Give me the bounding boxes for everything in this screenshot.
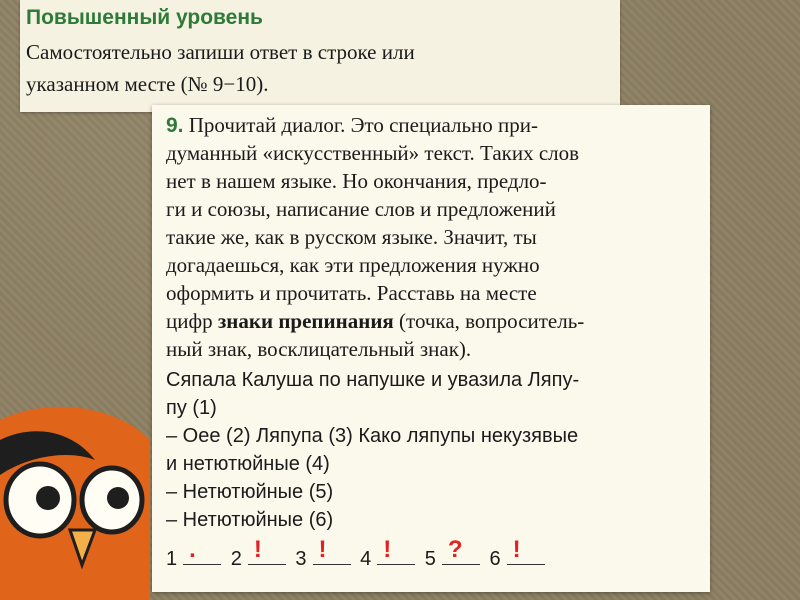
dialog-line-3: – Оее (2) Ляпупа (3) Како ляпупы некузявые [166, 425, 579, 447]
task-line-8-post: (точка, вопроситель- [393, 309, 585, 333]
task-line-1 [166, 113, 538, 138]
task-line-5: такие же, как в русском языке. Значит, ты [166, 225, 537, 249]
answer-mark: ! [318, 536, 327, 563]
answer-mark: ! [253, 536, 262, 563]
dialog-line-6: – Нетютюйные (6) [166, 509, 334, 531]
answer-row [166, 536, 549, 571]
task-line-9: ный знак, восклицательный знак). [166, 337, 472, 361]
task-line-2: думанный «искусственный» текст. Таких слов [166, 141, 580, 165]
answer-5 [424, 536, 484, 570]
dialog-line-4: и нетютюйные (4) [166, 453, 330, 475]
answer-slot[interactable] [313, 536, 351, 565]
answer-slot[interactable] [248, 536, 286, 565]
dialog-line-5: – Нетютюйные (5) [166, 481, 334, 503]
answer-4 [360, 536, 419, 570]
task-text: Прочитай диалог. Это специально при- [183, 113, 538, 137]
answer-number: 6 [489, 548, 501, 570]
answer-mark: ? [447, 536, 463, 563]
task-line-8 [166, 309, 584, 334]
dialog-line-1: Сяпала Калуша по напушке и увазила Ляпу- [166, 369, 580, 391]
answer-slot[interactable] [377, 536, 415, 565]
owl-mascot-icon [0, 380, 150, 600]
task-number: 9. [166, 114, 184, 137]
answer-mark: ! [383, 536, 392, 563]
level-heading: Повышенный уровень [26, 6, 263, 29]
task-line-6: догадаешься, как эти предложения нужно [166, 253, 540, 277]
answer-number: 3 [295, 548, 307, 570]
answer-mark: . [189, 536, 196, 563]
answer-1 [166, 536, 225, 570]
answer-2 [230, 536, 290, 570]
header-card [20, 0, 620, 112]
punctuation-term: знаки препинания [217, 309, 394, 333]
task-line-7: оформить и прочитать. Расставь на месте [166, 281, 537, 305]
answer-slot[interactable] [442, 536, 480, 565]
answer-number: 4 [360, 548, 372, 570]
task-line-8-pre: цифр [166, 309, 218, 333]
dialog-line-2: пу (1) [166, 397, 217, 419]
answer-3 [295, 536, 354, 570]
task-line-4: ги и союзы, написание слов и предложений [166, 197, 556, 221]
instruction-line-1: Самостоятельно запиши ответ в строке или [26, 40, 415, 64]
answer-number: 2 [230, 548, 242, 570]
answer-slot[interactable] [507, 536, 545, 565]
answer-number: 1 [166, 548, 178, 570]
task-line-3: нет в нашем языке. Но окончания, предло- [166, 169, 547, 193]
answer-mark: ! [512, 536, 521, 563]
answer-number: 5 [424, 548, 436, 570]
instruction-line-2: указанном месте (№ 9−10). [26, 72, 269, 96]
answer-slot[interactable] [183, 536, 221, 565]
task-card [152, 105, 710, 592]
answer-6 [489, 536, 548, 570]
